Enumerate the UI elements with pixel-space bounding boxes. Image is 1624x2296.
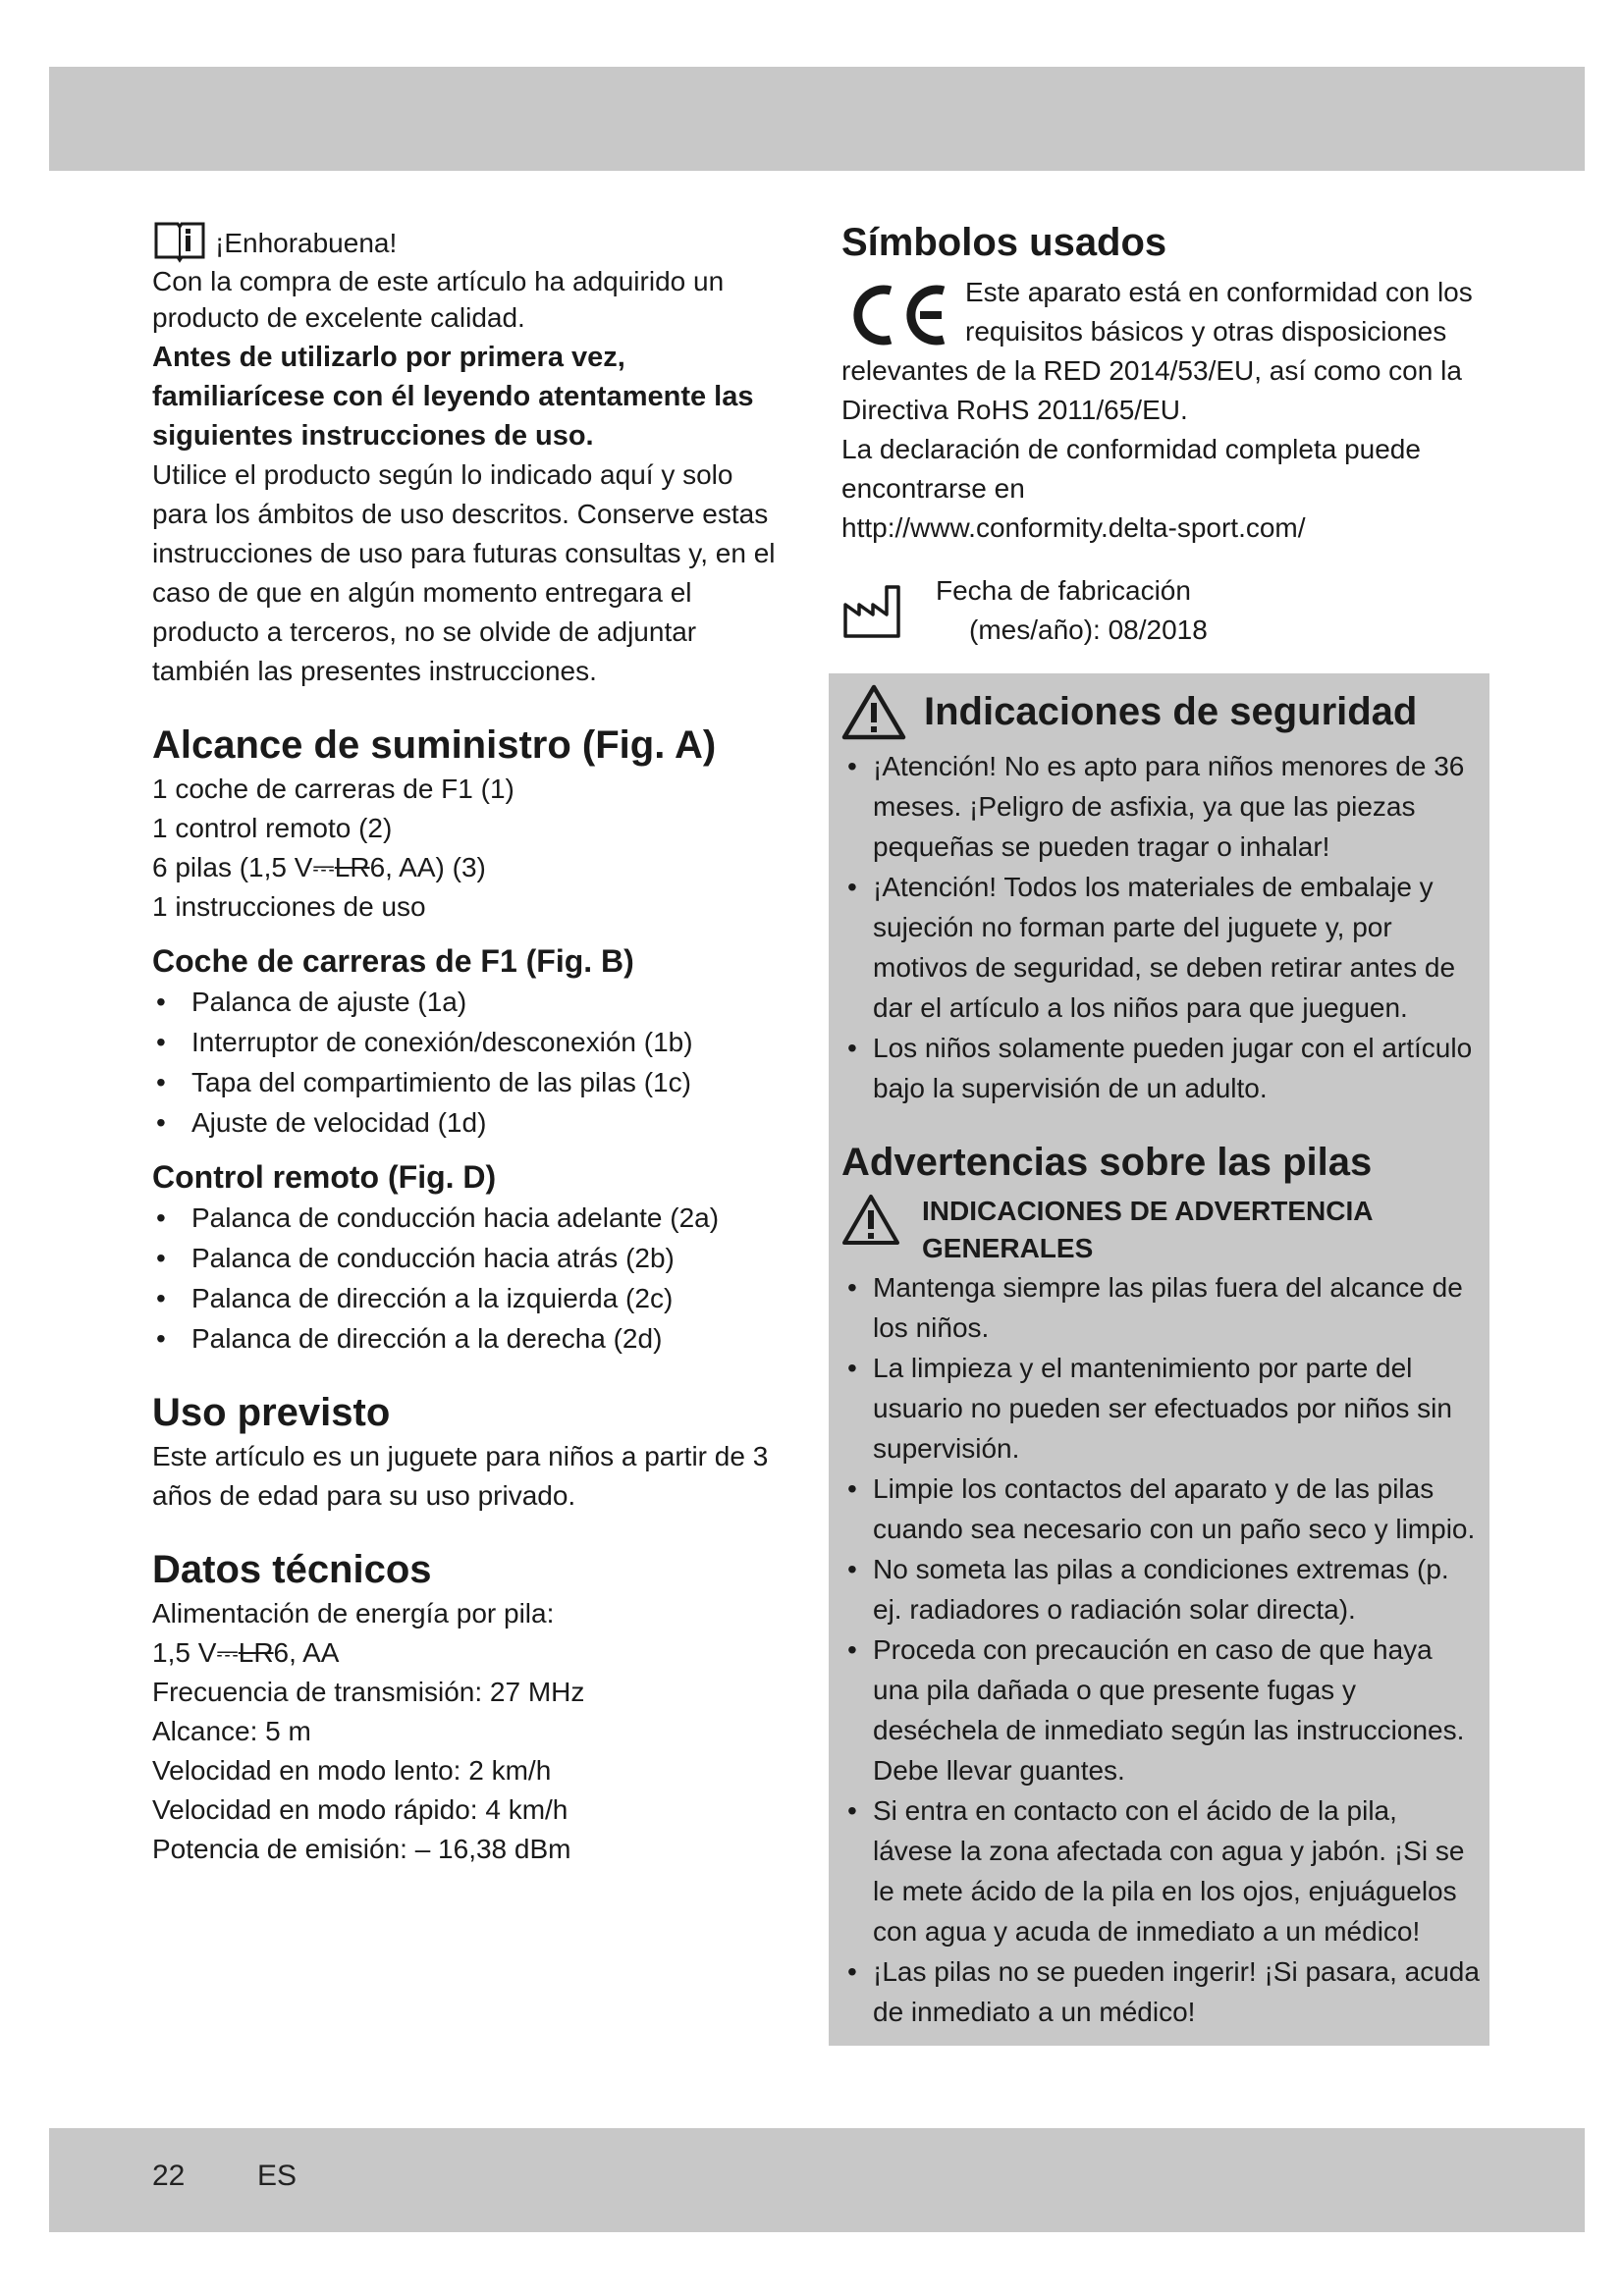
warning-triangle-icon [841, 683, 906, 740]
right-column [841, 218, 1489, 2046]
list-item: • Mantenga siempre las pilas fuera del alcance de los niños. [841, 1267, 1480, 1348]
battery-list [841, 1267, 1480, 2032]
battery-title: Advertencias sobre las pilas [841, 1141, 1373, 1184]
tech-line: Potencia de emisión: – 16,38 dBm [152, 1834, 571, 1864]
intro-heading [152, 218, 790, 263]
factory-icon [841, 581, 912, 640]
list-item: • Si entra en contacto con el ácido de la pila, lávese la zona afectada con agua y jabón. ¡Si se le mete ácido de la pila en los ojos, enjuáguelos con agua y acuda de inmediato a un médico! [841, 1790, 1480, 1951]
list-item: • Ajuste de velocidad (1d) [152, 1102, 790, 1143]
header-band [49, 67, 1585, 171]
scope-item: 1 control remoto (2) [152, 813, 393, 843]
ce-block [841, 273, 1489, 430]
ce-text: Este aparato está en conformidad con los requisitos básicos y otras disposiciones relevantes de la RED 2014/53/EU, así como con la Directiva RoHS 2011/65/EU. [841, 277, 1473, 425]
list-item: • Proceda con precaución en caso de que haya una pila dañada o que presente fugas y deséchela de inmediato según las instrucciones. Debe llevar guantes. [841, 1629, 1480, 1790]
warning-triangle-icon [841, 1193, 900, 1246]
symbols-title: Símbolos usados [841, 221, 1167, 264]
list-item: • ¡Las pilas no se pueden ingerir! ¡Si pasara, acuda de inmediato a un médico! [841, 1951, 1480, 2032]
scope-item: 1 coche de carreras de F1 (1) [152, 774, 514, 804]
list-item: • ¡Atención! No es apto para niños menores de 36 meses. ¡Peligro de asfixia, ya que las piezas pequeñas se pueden tragar o inhalar! [841, 746, 1480, 867]
dc-symbol: ⎓ [216, 1637, 239, 1668]
tech-line: Velocidad en modo rápido: 4 km/h [152, 1794, 568, 1825]
info-book-icon [152, 218, 207, 263]
intro-text: Con la compra de este artículo ha adquirido un producto de excelente calidad. [152, 266, 725, 333]
declaration-text: La declaración de conformidad completa puede encontrarse en [841, 434, 1421, 504]
car-parts-list [152, 982, 790, 1143]
list-item: • Palanca de conducción hacia adelante (2a) [152, 1198, 790, 1238]
tech-line: Frecuencia de transmisión: 27 MHz [152, 1677, 585, 1707]
list-item: • Limpie los contactos del aparato y de las pilas cuando sea necesario con un paño seco y limpio. [841, 1468, 1480, 1549]
ce-mark-icon [841, 281, 951, 349]
battery-subtitle: INDICACIONES DE ADVERTENCIA GENERALES [922, 1196, 1373, 1263]
list-item: • Los niños solamente pueden jugar con el artículo bajo la supervisión de un adulto. [841, 1028, 1480, 1108]
declaration-url: http://www.conformity.delta-sport.com/ [841, 512, 1306, 543]
intro-greeting: ¡Enhorabuena! [215, 228, 398, 258]
list-item: • Interruptor de conexión/desconexión (1b) [152, 1022, 790, 1062]
remote-title: Control remoto (Fig. D) [152, 1159, 497, 1195]
tech-power-prefix: 1,5 V [152, 1637, 217, 1668]
tech-title: Datos técnicos [152, 1548, 432, 1591]
scope-batteries-suffix: 6, AA) (3) [369, 852, 486, 882]
dc-symbol: ⎓ [312, 852, 335, 882]
tech-power-label: Alimentación de energía por pila: [152, 1598, 555, 1629]
scope-title: Alcance de suministro (Fig. A) [152, 723, 717, 767]
car-title: Coche de carreras de F1 (Fig. B) [152, 943, 634, 979]
intro-body: Utilice el producto según lo indicado aquí y solo para los ámbitos de uso descritos. Conserve estas instrucciones de uso para futuras consultas y, en el caso de que en algún momento entregara el producto a terceros, no se olvide de adjuntar también las presentes instrucciones. [152, 459, 776, 686]
safety-box [829, 673, 1489, 2046]
list-item: • Palanca de dirección a la derecha (2d) [152, 1318, 790, 1359]
use-title: Uso previsto [152, 1391, 391, 1434]
lr-mark: LR [334, 852, 370, 882]
scope-batteries-prefix: 6 pilas (1,5 V [152, 852, 313, 882]
mfg-label: Fecha de fabricación [936, 575, 1191, 606]
list-item: • No someta las pilas a condiciones extremas (p. ej. radiadores o radiación solar directa). [841, 1549, 1480, 1629]
safety-title: Indicaciones de seguridad [924, 690, 1418, 733]
tech-power-suffix: 6, AA [273, 1637, 340, 1668]
safety-heading [841, 683, 1480, 740]
list-item: • Palanca de dirección a la izquierda (2c) [152, 1278, 790, 1318]
safety-list [841, 746, 1480, 1108]
tech-power-value [152, 1633, 790, 1673]
list-item: • Palanca de ajuste (1a) [152, 982, 790, 1022]
tech-line: Alcance: 5 m [152, 1716, 311, 1746]
left-column [152, 218, 790, 1869]
page-number: 22 [152, 2160, 186, 2192]
tech-line: Velocidad en modo lento: 2 km/h [152, 1755, 552, 1786]
language-code: ES [257, 2160, 298, 2192]
list-item: • ¡Atención! Todos los materiales de embalaje y sujeción no forman parte del juguete y, por motivos de seguridad, se deben retirar antes de dar el artículo a los niños para que jueguen. [841, 867, 1480, 1028]
list-item: • Tapa del compartimiento de las pilas (1c) [152, 1062, 790, 1102]
list-item: • Palanca de conducción hacia atrás (2b) [152, 1238, 790, 1278]
intro-bold-text: Antes de utilizarlo por primera vez, familiarícese con él leyendo atentamente las siguientes instrucciones de uso. [152, 342, 754, 452]
scope-item-batteries [152, 848, 790, 887]
battery-subheading [841, 1193, 1480, 1267]
manufacture-date-row [841, 571, 1489, 650]
scope-item: 1 instrucciones de uso [152, 891, 426, 922]
lr-mark: LR [238, 1637, 274, 1668]
remote-parts-list [152, 1198, 790, 1359]
list-item: • La limpieza y el mantenimiento por parte del usuario no pueden ser efectuados por niños sin supervisión. [841, 1348, 1480, 1468]
use-text: Este artículo es un juguete para niños a partir de 3 años de edad para su uso privado. [152, 1441, 769, 1511]
mfg-value: (mes/año): 08/2018 [969, 614, 1208, 645]
